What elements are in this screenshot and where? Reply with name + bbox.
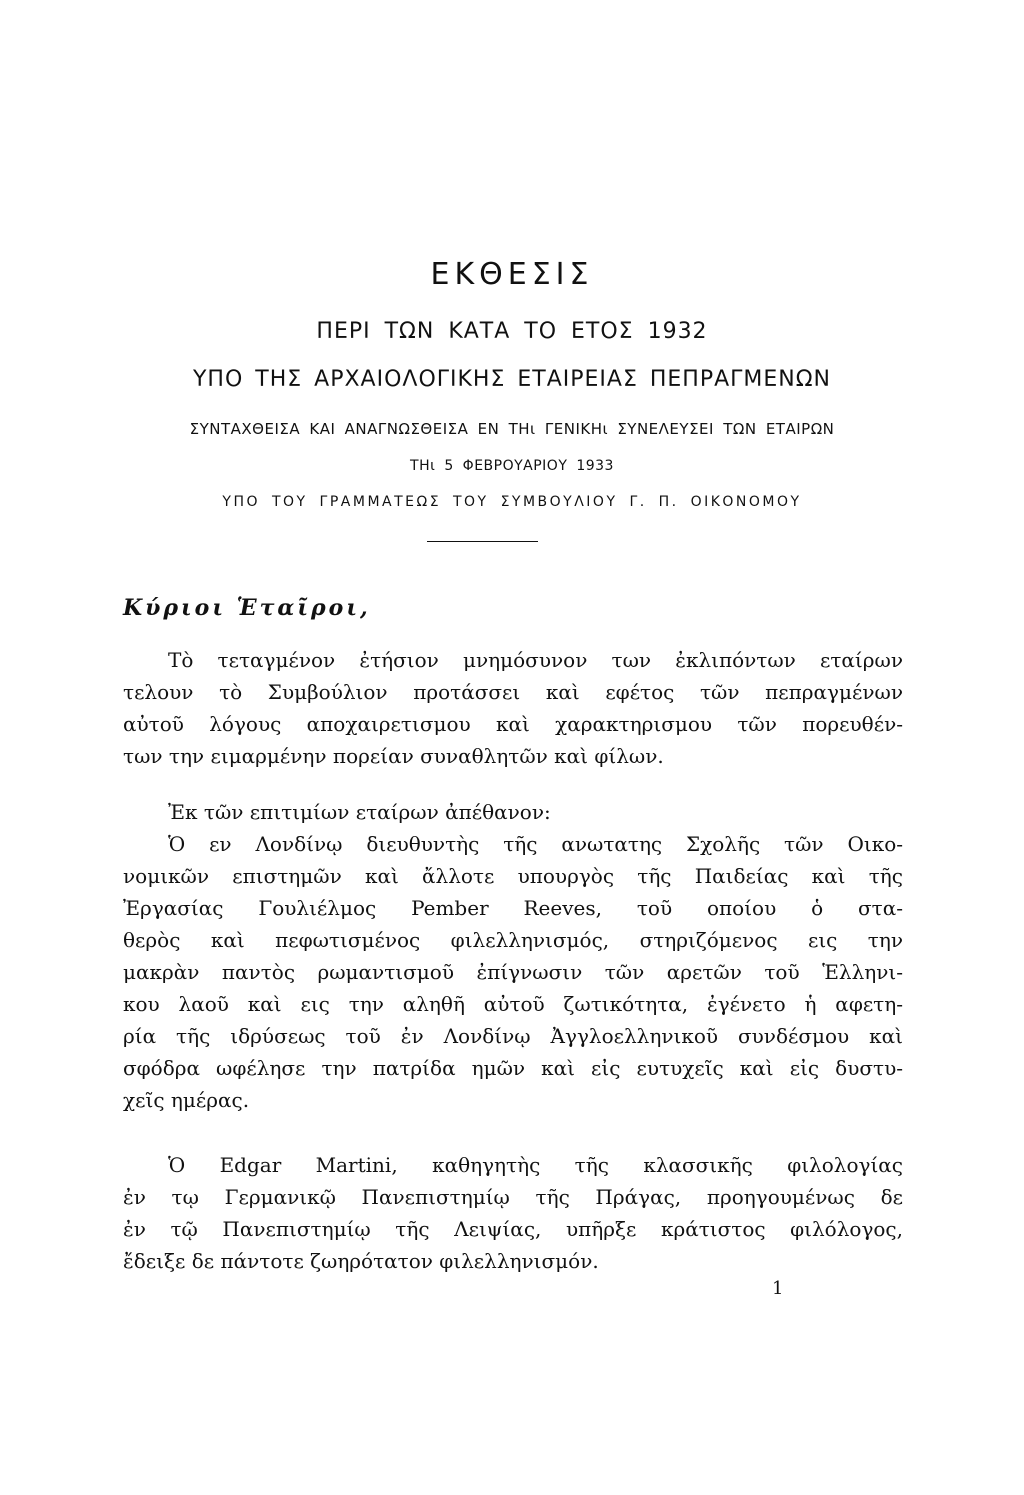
document-author-line: ΥΠΟ ΤΟΥ ΓΡΑΜΜΑΤΕΩΣ ΤΟΥ ΣΥΜΒΟΥΛΙΟΥ Γ. Π. ΟΙΚΟΝΟΜΟΥ xyxy=(222,494,802,510)
document-title: ΕΚΘΕΣΙΣ xyxy=(430,257,594,292)
document-subtitle-year: ΠΕΡΙ ΤΩΝ ΚΑΤΑ ΤΟ ΕΤΟΣ 1932 xyxy=(316,319,708,344)
text-line: Τὸ τεταγμένον ἐτήσιον μνημόσυνον των ἐκλιπόντων εταίρων xyxy=(168,648,903,672)
text-line: κου λαοῦ καὶ εις την αληθῆ αὐτοῦ ζωτικότητα, ἐγένετο ἡ αφετη- xyxy=(123,992,903,1016)
text-line: ἐν τῷ Πανεπιστημίῳ τῆς Λειψίας, υπῆρξε κράτιστος φιλόλογος, xyxy=(123,1217,903,1241)
text-line: Ἐργασίας Γουλιέλμος Pember Reeves, τοῦ οποίου ὁ στα- xyxy=(123,896,903,920)
text-line: Ὁ Edgar Martini, καθηγητὴς τῆς κλασσικῆς φιλολογίας xyxy=(168,1153,903,1177)
text-line: των την ειμαρμένην πορείαν συναθλητῶν καὶ φίλων. xyxy=(123,744,664,768)
text-line: ἔδειξε δε πάντοτε ζωηρότατον φιλελληνισμόν. xyxy=(123,1249,599,1273)
text-line: χεῖς ημέρας. xyxy=(123,1088,250,1112)
paragraph-pember-reeves xyxy=(123,796,903,1116)
text-line: μακρὰν παντὸς ρωμαντισμοῦ ἐπίγνωσιν τῶν αρετῶν τοῦ Ἑλληνι- xyxy=(123,960,903,984)
text-line: ἐν τῳ Γερμανικῷ Πανεπιστημίῳ τῆς Πράγας, προηγουμένως δε xyxy=(123,1185,903,1209)
text-line: Ὁ εν Λονδίνῳ διευθυντὴς τῆς ανωτατης Σχολῆς τῶν Οικο- xyxy=(168,832,903,856)
document-subtitle-society: ΥΠΟ ΤΗΣ ΑΡΧΑΙΟΛΟΓΙΚΗΣ ΕΤΑΙΡΕΙΑΣ ΠΕΠΡΑΓΜΕΝΩΝ xyxy=(192,367,832,392)
text-line: αὐτοῦ λόγους αποχαιρετισμου καὶ χαρακτηρισμου τῶν πορευθέν- xyxy=(123,712,903,736)
text-line: Ἐκ τῶν επιτιμίων εταίρων ἀπέθανον: xyxy=(168,800,551,824)
page-number: 1 xyxy=(772,1278,784,1299)
text-line: σφόδρα ωφέλησε την πατρίδα ημῶν καὶ εἰς ευτυχεῖς καὶ εἰς δυστυ- xyxy=(123,1056,903,1080)
paragraph-intro xyxy=(123,644,903,772)
document-date: ΤΗι 5 ΦΕΒΡΟΥΑΡΙΟΥ 1933 xyxy=(410,458,614,474)
text-line: ρία τῆς ιδρύσεως τοῦ ἐν Λονδίνῳ Ἀγγλοελληνικοῦ συνδέσμου καὶ xyxy=(123,1024,903,1048)
salutation: Κύριοι Ἑταῖροι, xyxy=(123,595,371,621)
document-subtitle-assembly: ΣΥΝΤΑΧΘΕΙΣΑ ΚΑΙ ΑΝΑΓΝΩΣΘΕΙΣΑ ΕΝ ΤΗι ΓΕΝΙΚΗι ΣΥΝΕΛΕΥΣΕΙ ΤΩΝ ΕΤΑΙΡΩΝ xyxy=(189,420,835,438)
header-divider xyxy=(427,541,538,542)
text-line: νομικῶν επιστημῶν καὶ ἄλλοτε υπουργὸς τῆς Παιδείας καὶ τῆς xyxy=(123,864,903,888)
text-line: τελουν τὸ Συμβούλιον προτάσσει καὶ εφέτος τῶν πεπραγμένων xyxy=(123,680,903,704)
paragraph-martini xyxy=(123,1149,903,1277)
text-line: θερὸς καὶ πεφωτισμένος φιλελληνισμός, στηριζόμενος εις την xyxy=(123,928,903,952)
